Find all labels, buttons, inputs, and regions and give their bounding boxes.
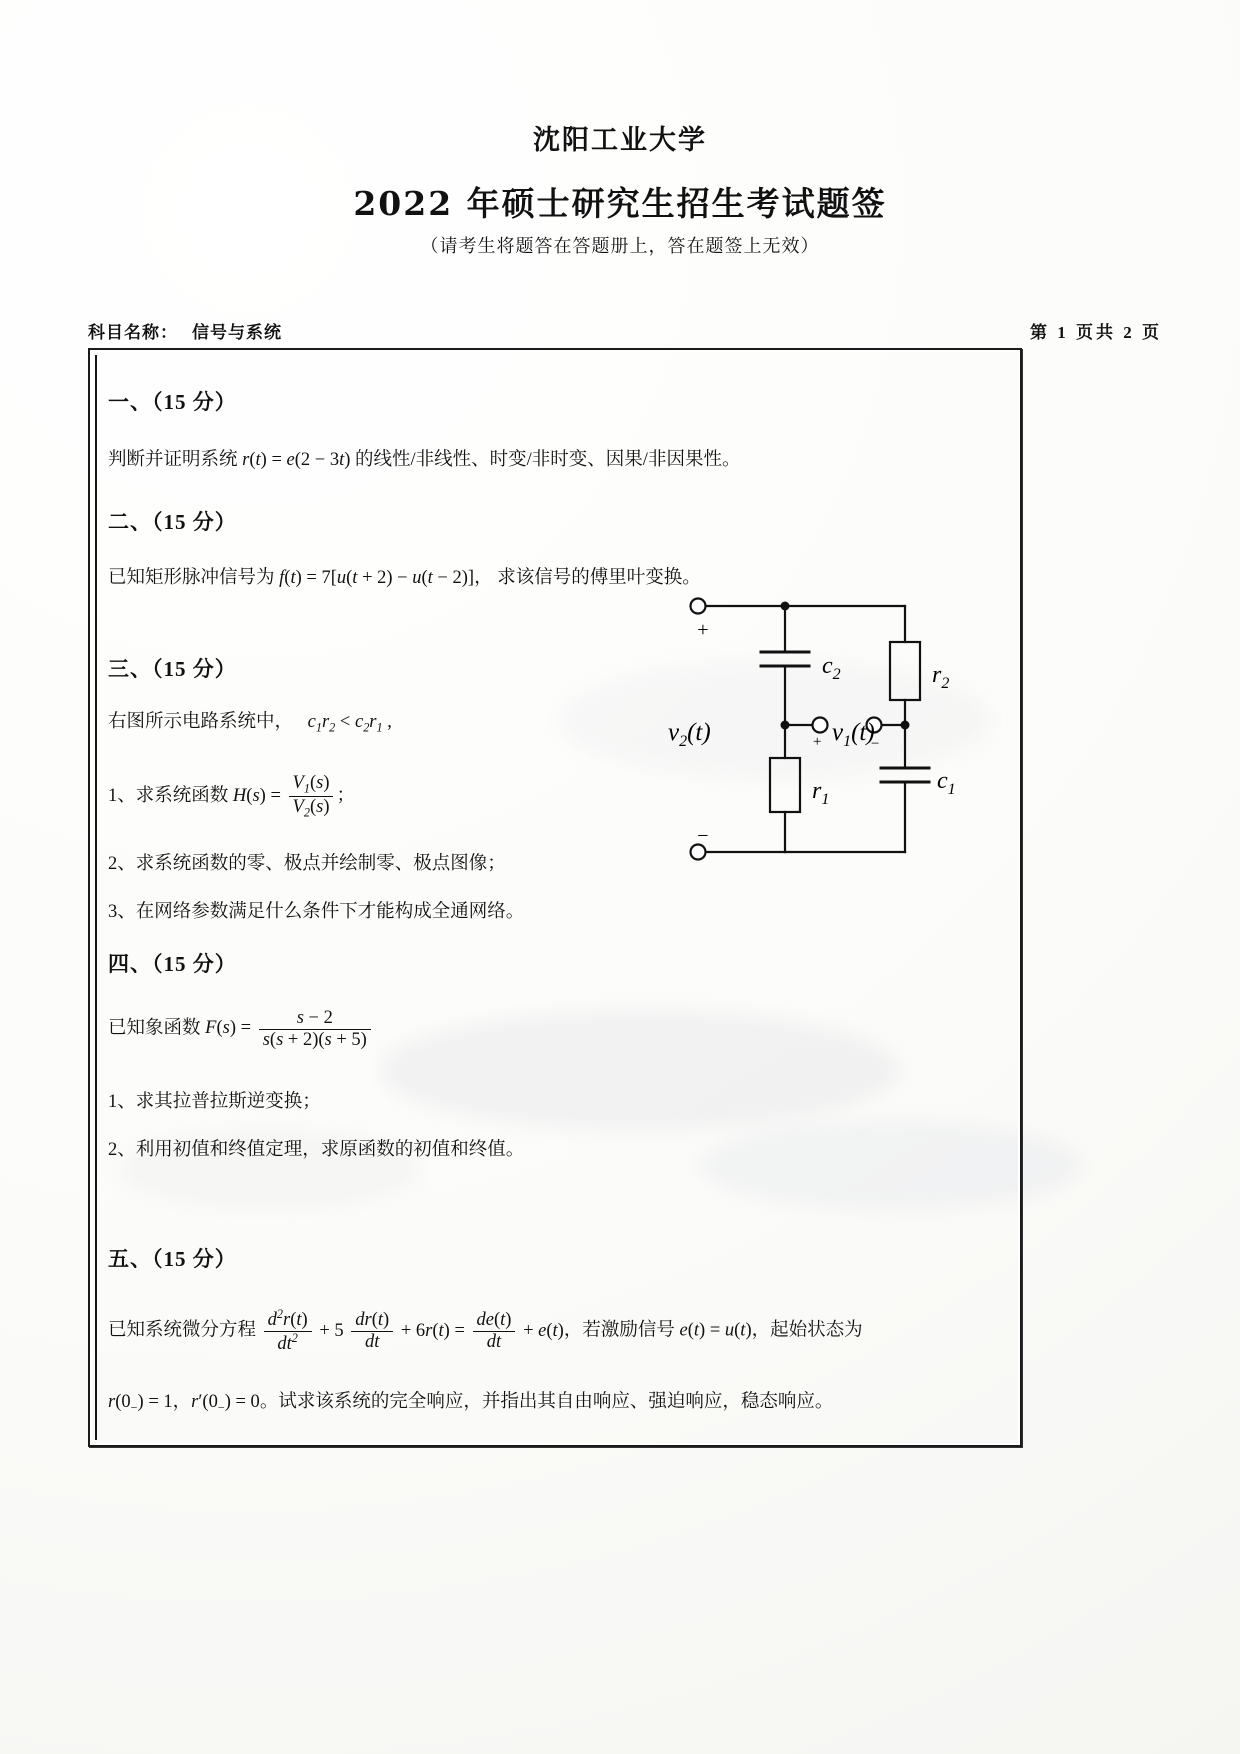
question-4-item-1-num: 1、	[108, 1092, 136, 1112]
question-5-line-1	[108, 1308, 1008, 1355]
question-2-body	[108, 564, 998, 593]
question-5-text-mid: ，若激励信号	[563, 1320, 680, 1341]
questions-container	[104, 358, 1006, 1437]
polarity-plus-mid: +	[812, 734, 823, 750]
resistor-r2-label: $r_2$	[932, 662, 950, 692]
exam-content-frame	[88, 348, 1022, 1447]
question-3-item-1-formula: H(s) = $\frac{V_1(s)}{V_2(s)}$	[233, 786, 337, 806]
question-3-text-pre: 右图所示电路系统中，	[108, 712, 294, 732]
question-5-excitation-formula: e(t) = u(t)	[679, 1320, 752, 1341]
question-2-heading: 二、（15 分）	[108, 510, 237, 534]
question-3-item-1-text: 求系统函数	[135, 786, 233, 807]
question-4-item-2-num: 2、	[108, 1140, 136, 1160]
page-title: 2022 年硕士研究生招生考试题签	[353, 184, 887, 223]
resistor-r2-body	[890, 642, 920, 700]
question-3-condition: $c_1r_2 < c_2r_1$ ,	[307, 712, 392, 735]
question-3-body	[108, 708, 392, 738]
question-3-item-2	[108, 850, 506, 879]
question-1-formula: r(t) = e(2 − 3t)	[242, 450, 351, 470]
meta-row	[88, 318, 1162, 343]
question-5-differential-equation: $\frac{d^2r(t)}{dt^2}$ + 5 $\frac{dr(t)}{dt}$ + 6r(t) = $\frac{de(t)}{dt}$ + e(t)	[261, 1321, 564, 1341]
question-3-item-2-num: 2、	[108, 854, 136, 874]
voltage-v2-label: $v_2(t)$	[668, 719, 711, 750]
terminal-top-left	[691, 599, 706, 614]
question-1-body	[108, 446, 988, 475]
question-2-text-post: ， 求该信号的傅里叶变换。	[474, 568, 701, 588]
question-1-heading: 一、（15 分）	[108, 390, 237, 414]
question-4-text-pre: 已知象函数	[108, 1018, 206, 1039]
question-3-item-3-num: 3、	[108, 902, 136, 922]
junction-dot-mid-left	[781, 721, 790, 730]
polarity-minus-bottom: −	[696, 825, 710, 847]
question-3-item-1-num: 1、	[108, 786, 136, 807]
resistor-r1-body	[770, 758, 800, 812]
question-1-text-post: 的线性/非线性、时变/非时变、因果/非因果性。	[350, 450, 741, 470]
question-2-text-pre: 已知矩形脉冲信号为	[108, 568, 280, 588]
exam-instruction-note: （请考生将题答在答题册上，答在题签上无效）	[420, 236, 820, 256]
capacitor-c2-label: $c_2$	[822, 653, 841, 683]
junction-dot-mid-right	[901, 721, 910, 730]
question-3-item-1-text-post: ；	[336, 786, 355, 807]
question-1-text-pre: 判断并证明系统	[108, 450, 243, 470]
subject-value: 信号与系统	[192, 323, 282, 342]
voltage-v1-label: $v_1(t)$	[832, 719, 875, 750]
junction-dot-top	[781, 602, 790, 611]
circuit-diagram	[660, 590, 960, 880]
question-4-item-2-text: 利用初值和终值定理，求原函数的初值和终值。	[135, 1140, 525, 1160]
question-4-item-2	[108, 1136, 524, 1165]
question-5-text-tail: 。试求该系统的完全响应，并指出其自由响应、强迫响应，稳态响应。	[259, 1392, 834, 1412]
question-5-initial-condition-2: $r'(0_-) = 0$	[191, 1392, 260, 1415]
question-5-heading: 五、（15 分）	[108, 1247, 237, 1271]
university-name: 沈阳工业大学	[533, 125, 707, 155]
question-3-item-3	[108, 898, 524, 927]
question-5-initial-condition-1: $r(0_-) = 1$	[108, 1392, 173, 1415]
subject-label: 科目名称：	[88, 323, 178, 342]
question-4-body	[108, 1008, 374, 1050]
page-number: 第 1 页共 2 页	[1030, 323, 1162, 342]
question-5-line-2	[108, 1388, 1008, 1418]
capacitor-c1-label: $c_1$	[937, 768, 956, 798]
question-5-text-post: ，起始状态为	[751, 1320, 863, 1341]
question-3-item-2-text: 求系统函数的零、极点并绘制零、极点图像；	[135, 854, 506, 874]
question-4-item-1-text: 求其拉普拉斯逆变换；	[135, 1092, 321, 1112]
polarity-minus-mid: −	[870, 736, 881, 752]
resistor-r1-label: $r_1$	[812, 778, 830, 808]
question-5-text-pre: 已知系统微分方程	[108, 1320, 261, 1341]
question-2-formula: f(t) = 7[u(t + 2) − u(t − 2)]	[279, 568, 475, 588]
question-3-item-3-text: 在网络参数满足什么条件下才能构成全通网络。	[135, 902, 525, 922]
question-4-heading: 四、（15 分）	[108, 952, 237, 976]
terminal-mid-left	[813, 718, 828, 733]
question-4-formula: F(s) = $\frac{s - 2}{s(s + 2)(s + 5)}$	[205, 1018, 374, 1038]
circuit-svg	[660, 590, 960, 880]
question-3-heading: 三、（15 分）	[108, 657, 237, 681]
question-5-separator: ，	[172, 1392, 192, 1412]
question-4-item-1	[108, 1088, 321, 1117]
question-3-item-1	[108, 773, 355, 821]
polarity-plus-top: +	[696, 619, 710, 641]
